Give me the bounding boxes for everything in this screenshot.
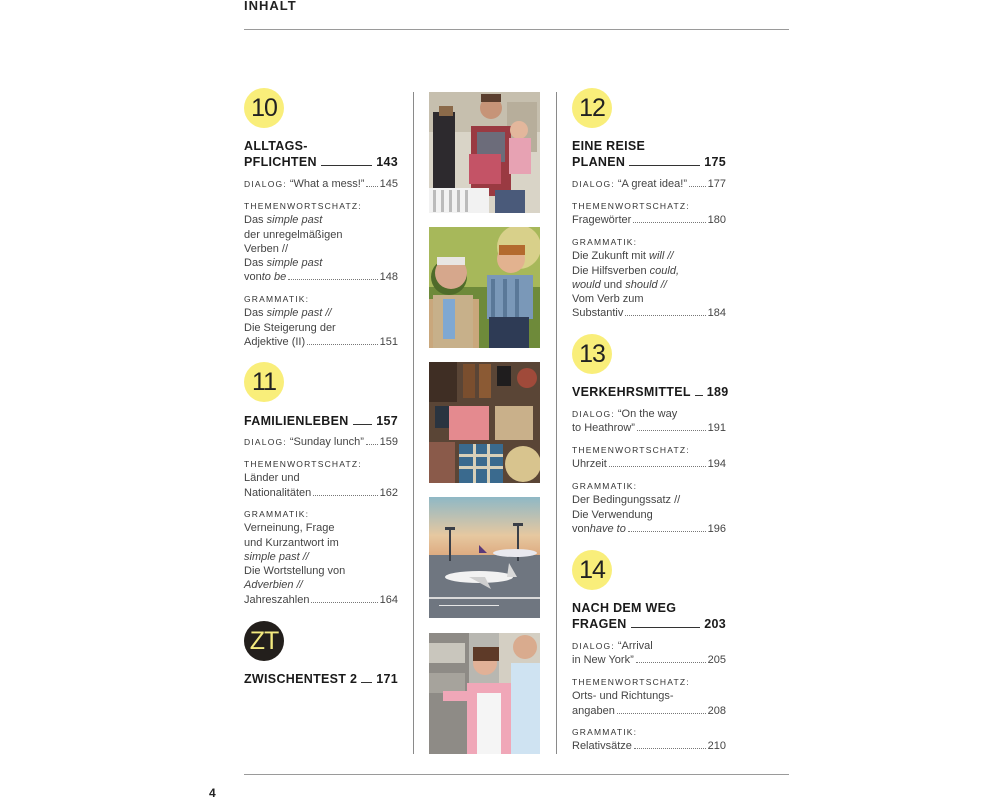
chapter-title-line: FRAGEN: [572, 617, 627, 631]
entry-page: 148: [379, 271, 398, 284]
grammar-entry[interactable]: [572, 725, 726, 754]
entry-text: Relativsätze: [572, 740, 632, 753]
entry-text-italic: to be: [261, 271, 287, 284]
entry-page: 208: [707, 704, 726, 717]
entry-text: Nationalitäten: [244, 486, 312, 499]
photo-grandfather-with-boy: [429, 227, 540, 348]
entry-text: Die Verwendung: [572, 508, 653, 521]
entry-text-italic: simple past: [266, 214, 323, 227]
dialog-label: DIALOG:: [572, 409, 615, 419]
vocabulary-label: THEMENWORTSCHATZ:: [572, 445, 690, 455]
entry-page: 210: [707, 740, 726, 753]
dialog-entry[interactable]: [572, 177, 726, 191]
chapter-number-badge: ZT: [244, 621, 284, 661]
dialog-entry[interactable]: [244, 435, 398, 449]
dialog-page: 159: [379, 436, 398, 448]
entry-text-italic: should //: [625, 278, 667, 291]
entry-page: 164: [379, 593, 398, 606]
dialog-entry[interactable]: [572, 407, 726, 436]
header-title: INHALT: [244, 0, 297, 13]
photo-father-with-child: [429, 92, 540, 213]
chapter-title[interactable]: [572, 138, 726, 170]
dialog-entry[interactable]: [244, 177, 398, 191]
entry-page: 180: [707, 214, 726, 227]
entry-text-italic: Adverbien //: [244, 579, 303, 592]
dialog-label: DIALOG:: [572, 179, 615, 189]
grammar-label: GRAMMATIK:: [572, 481, 638, 491]
dialog-entry[interactable]: [572, 639, 726, 668]
column-divider-left: [413, 92, 414, 754]
chapter-number-badge: 12: [572, 88, 612, 128]
chapter-title-line: VERKEHRSMITTEL: [572, 385, 691, 399]
entry-text: Das: [244, 257, 267, 270]
chapter-title-line: ALLTAGS-: [244, 139, 308, 153]
chapter-page: 143: [376, 155, 398, 169]
top-rule: [244, 29, 789, 30]
entry-text: Jahreszahlen: [244, 593, 310, 606]
chapter-page: 175: [704, 155, 726, 169]
entry-text: Fragewörter: [572, 214, 632, 227]
column-divider-right: [556, 92, 557, 754]
chapter-number-badge: 10: [244, 88, 284, 128]
entry-text-italic: will //: [649, 250, 674, 263]
entry-text-italic: simple past //: [244, 550, 309, 563]
vocabulary-entry[interactable]: [572, 199, 726, 228]
entry-text: von: [572, 522, 590, 535]
entry-text: Die Steigerung der: [244, 321, 336, 334]
entry-text-italic: have to: [589, 522, 626, 535]
entry-text: Das: [244, 214, 267, 227]
chapter-title[interactable]: [244, 671, 398, 687]
vocabulary-entry[interactable]: [244, 199, 398, 285]
chapter-title-line: EINE REISE: [572, 139, 646, 153]
grammar-label: GRAMMATIK:: [572, 727, 638, 737]
vocabulary-entry[interactable]: [572, 443, 726, 472]
chapter-page: 171: [376, 672, 398, 686]
chapter-page: 203: [704, 617, 726, 631]
chapter-title-line: ZWISCHENTEST 2: [244, 672, 358, 686]
grammar-label: GRAMMATIK:: [572, 237, 638, 247]
photo-couple-city: [429, 633, 540, 754]
entry-text: Die Wortstellung von: [244, 565, 346, 578]
chapter-number-badge: 13: [572, 334, 612, 374]
entry-text: Substantiv: [572, 307, 624, 320]
dialog-title: “On the way: [617, 408, 678, 420]
grammar-entry[interactable]: [572, 479, 726, 536]
bottom-rule: [244, 774, 789, 775]
entry-text-italic: could,: [649, 264, 679, 277]
chapter-title[interactable]: [572, 384, 729, 400]
photo-airport-planes: [429, 497, 540, 618]
entry-text: Die Hilfsverben: [572, 264, 650, 277]
vocabulary-label: THEMENWORTSCHATZ:: [244, 459, 362, 469]
chapter-title[interactable]: [244, 138, 398, 170]
chapter-title[interactable]: [572, 600, 726, 632]
chapter-title-line: NACH DEM WEG: [572, 601, 677, 615]
entry-text: Orts- und Richtungs-: [572, 690, 674, 703]
chapter-number-badge: 14: [572, 550, 612, 590]
vocabulary-entry[interactable]: [244, 457, 398, 500]
chapter-number-badge: 11: [244, 362, 284, 402]
dialog-page: 205: [707, 654, 726, 667]
grammar-label: GRAMMATIK:: [244, 509, 310, 519]
dialog-label: DIALOG:: [572, 641, 615, 651]
entry-text: Das: [244, 307, 267, 320]
entry-text: Vom Verb zum: [572, 293, 644, 306]
dialog-title: in New York”: [572, 654, 634, 667]
chapter-title-line: PLANEN: [572, 155, 626, 169]
grammar-entry[interactable]: [244, 507, 398, 607]
entry-text: Der Bedingungssatz //: [572, 494, 681, 507]
entry-text: Uhrzeit: [572, 458, 607, 471]
dialog-page: 191: [707, 422, 726, 435]
vocabulary-entry[interactable]: [572, 675, 726, 718]
dialog-page: 177: [707, 178, 726, 190]
page-number: 4: [209, 786, 216, 800]
dialog-label: DIALOG:: [244, 179, 287, 189]
entry-text: Die Zukunft mit: [572, 250, 650, 263]
entry-page: 196: [707, 522, 726, 535]
entry-text: Adjektive (II): [244, 335, 306, 348]
dialog-title: “What a mess!”: [289, 178, 365, 190]
entry-text: und: [600, 278, 626, 291]
dialog-label: DIALOG:: [244, 437, 287, 447]
photo-flatlay-clothes: [429, 362, 540, 483]
grammar-entry[interactable]: [572, 235, 726, 321]
dialog-title: “Arrival: [617, 640, 653, 652]
chapter-title-line: FAMILIENLEBEN: [244, 414, 349, 428]
entry-text: und Kurzantwort im: [244, 536, 339, 549]
entry-text: angaben: [572, 704, 615, 717]
entry-text: von: [244, 271, 262, 284]
chapter-title[interactable]: [244, 413, 398, 429]
vocabulary-label: THEMENWORTSCHATZ:: [244, 201, 362, 211]
grammar-entry[interactable]: [244, 292, 398, 349]
vocabulary-label: THEMENWORTSCHATZ:: [572, 677, 690, 687]
entry-page: 151: [379, 335, 398, 348]
entry-text-italic: simple past: [266, 257, 323, 270]
dialog-title: “A great idea!”: [617, 178, 687, 190]
dialog-title: to Heathrow”: [572, 422, 635, 435]
entry-text: Länder und: [244, 472, 300, 485]
entry-text-italic: simple past //: [266, 307, 332, 320]
entry-text: Verneinung, Frage: [244, 522, 335, 535]
chapter-page: 157: [376, 414, 398, 428]
dialog-page: 145: [379, 178, 398, 190]
chapter-title-line: PFLICHTEN: [244, 155, 317, 169]
entry-page: 162: [379, 486, 398, 499]
entry-page: 184: [707, 307, 726, 320]
entry-text-italic: would: [572, 278, 601, 291]
vocabulary-label: THEMENWORTSCHATZ:: [572, 201, 690, 211]
entry-text: der unregelmäßigen: [244, 228, 343, 241]
entry-page: 194: [707, 458, 726, 471]
chapter-page: 189: [706, 385, 729, 399]
entry-text: Verben //: [244, 242, 289, 255]
dialog-title: “Sunday lunch”: [289, 436, 364, 448]
grammar-label: GRAMMATIK:: [244, 294, 310, 304]
